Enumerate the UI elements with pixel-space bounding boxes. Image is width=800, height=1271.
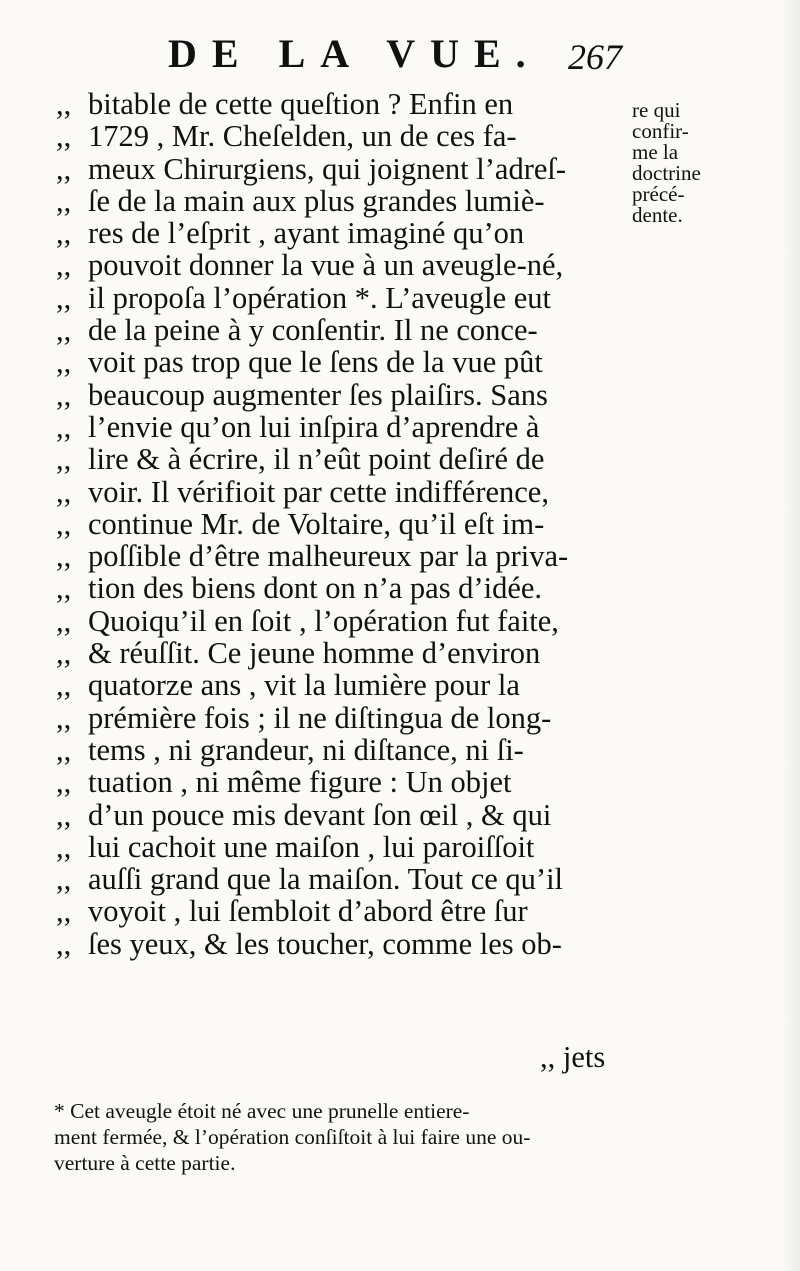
text-line — [56, 153, 636, 185]
quote-mark: ,, — [56, 151, 72, 186]
text-line — [56, 346, 636, 378]
quote-mark: ,, — [56, 216, 72, 251]
text-line — [56, 734, 636, 766]
margin-note-line: précé- — [632, 182, 685, 206]
text-line — [56, 249, 636, 281]
line-text: quatorze ans , vit la lumière pour la — [88, 668, 520, 703]
footnote-line: * Cet aveugle étoit né avec une prunelle entiere- — [54, 1099, 470, 1123]
line-text: voir. Il vérifioit par cette indifférence, — [88, 474, 549, 509]
quote-mark: ,, — [56, 926, 72, 961]
line-text: continue Mr. de Voltaire, qu’il eſt im- — [88, 506, 545, 541]
text-line — [56, 540, 636, 572]
line-text: tems , ni grandeur, ni diſtance, ni ſi- — [88, 732, 524, 767]
line-text: d’un pouce mis devant ſon œil , & qui — [88, 797, 552, 832]
text-line — [56, 314, 636, 346]
margin-note — [632, 100, 722, 226]
line-text: lire & à écrire, il n’eût point deſiré de — [88, 442, 545, 477]
text-line — [56, 702, 636, 734]
line-text: poſſible d’être malheureux par la priva- — [88, 539, 569, 574]
margin-note-line: confir- — [632, 119, 689, 143]
margin-note-line: me la — [632, 140, 679, 164]
line-text: l’envie qu’on lui inſpira d’aprendre à — [88, 409, 540, 444]
line-text: meux Chirurgiens, qui joignent l’adreſ- — [88, 151, 567, 186]
line-text: Quoiqu’il en ſoit , l’opération fut faite, — [88, 603, 559, 638]
quote-mark: ,, — [56, 571, 72, 606]
footnote — [54, 1098, 644, 1176]
text-line — [56, 928, 636, 960]
quote-mark: ,, — [56, 87, 72, 121]
footnote-line: verture à cette partie. — [54, 1151, 236, 1175]
line-text: voit pas trop que le ſens de la vue pût — [88, 345, 543, 380]
page-number: 267 — [568, 37, 622, 77]
text-line — [56, 831, 636, 863]
margin-note-line: dente. — [632, 203, 683, 227]
quote-mark: ,, — [56, 636, 72, 671]
quote-mark: ,, — [56, 765, 72, 800]
quote-mark: ,, — [56, 539, 72, 574]
line-text: ſes yeux, & les toucher, comme les ob- — [88, 926, 562, 961]
page-header — [0, 30, 800, 80]
text-line — [56, 895, 636, 927]
text-line — [56, 476, 636, 508]
line-text: de la peine à y conſentir. Il ne conce- — [88, 313, 538, 348]
text-line — [56, 799, 636, 831]
text-line — [56, 379, 636, 411]
quote-mark: ,, — [56, 668, 72, 703]
quote-mark: ,, — [56, 506, 72, 541]
line-text: 1729 , Mr. Cheſelden, un de ces fa- — [88, 119, 517, 154]
text-line — [56, 508, 636, 540]
quote-mark: ,, — [56, 248, 72, 283]
quote-mark: ,, — [56, 345, 72, 380]
text-line — [56, 637, 636, 669]
footnote-line: ment fermée, & l’opération conſiſtoit à lui faire une ou- — [54, 1125, 531, 1149]
line-text: ſe de la main aux plus grandes lumiè- — [88, 183, 545, 218]
text-line — [56, 185, 636, 217]
line-text: bitable de cette queſtion ? Enfin en — [88, 87, 514, 121]
main-text — [56, 88, 636, 960]
line-text: voyoit , lui ſembloit d’abord être ſur — [88, 894, 528, 929]
text-line — [56, 282, 636, 314]
quote-mark: ,, — [56, 797, 72, 832]
quote-mark: ,, — [56, 377, 72, 412]
line-text: & réuſſit. Ce jeune homme d’environ — [88, 636, 541, 671]
quote-mark: ,, — [56, 474, 72, 509]
line-text: lui cachoit une maiſon , lui paroiſſoit — [88, 829, 535, 864]
quote-mark: ,, — [56, 442, 72, 477]
quote-mark: ,, — [56, 409, 72, 444]
text-line — [56, 217, 636, 249]
quote-mark: ,, — [56, 700, 72, 735]
line-text: il propoſa l’opération *. L’aveugle eut — [88, 280, 552, 315]
quote-mark: ,, — [56, 862, 72, 897]
line-text: tion des biens dont on n’a pas d’idée. — [88, 571, 543, 606]
text-line — [56, 120, 636, 152]
quote-mark: ,, — [56, 894, 72, 929]
margin-note-line: doctrine — [632, 161, 701, 185]
quote-mark: ,, — [56, 732, 72, 767]
quote-mark: ,, — [56, 313, 72, 348]
text-line — [56, 572, 636, 604]
line-text: pouvoit donner la vue à un aveugle-né, — [88, 248, 564, 283]
text-line — [56, 863, 636, 895]
quote-mark: ,, — [56, 603, 72, 638]
line-text: res de l’eſprit , ayant imaginé qu’on — [88, 216, 525, 251]
quote-mark: ,, — [56, 119, 72, 154]
text-line — [56, 443, 636, 475]
quote-mark: ,, — [56, 183, 72, 218]
catchword: ,, jets — [540, 1040, 606, 1074]
margin-note-line: re qui — [632, 98, 681, 122]
line-text: beaucoup augmenter ſes plaiſirs. Sans — [88, 377, 548, 412]
line-text: auſſi grand que la maiſon. Tout ce qu’il — [88, 862, 564, 897]
text-line — [56, 669, 636, 701]
text-line — [56, 766, 636, 798]
page-edge-shadow — [782, 0, 800, 1271]
text-line — [56, 605, 636, 637]
quote-mark: ,, — [56, 280, 72, 315]
line-text: prémière fois ; il ne diſtingua de long- — [88, 700, 552, 735]
running-title: DE LA VUE. — [168, 31, 541, 76]
quote-mark: ,, — [56, 829, 72, 864]
line-text: tuation , ni même figure : Un objet — [88, 765, 512, 800]
text-line — [56, 411, 636, 443]
text-line — [56, 88, 636, 120]
